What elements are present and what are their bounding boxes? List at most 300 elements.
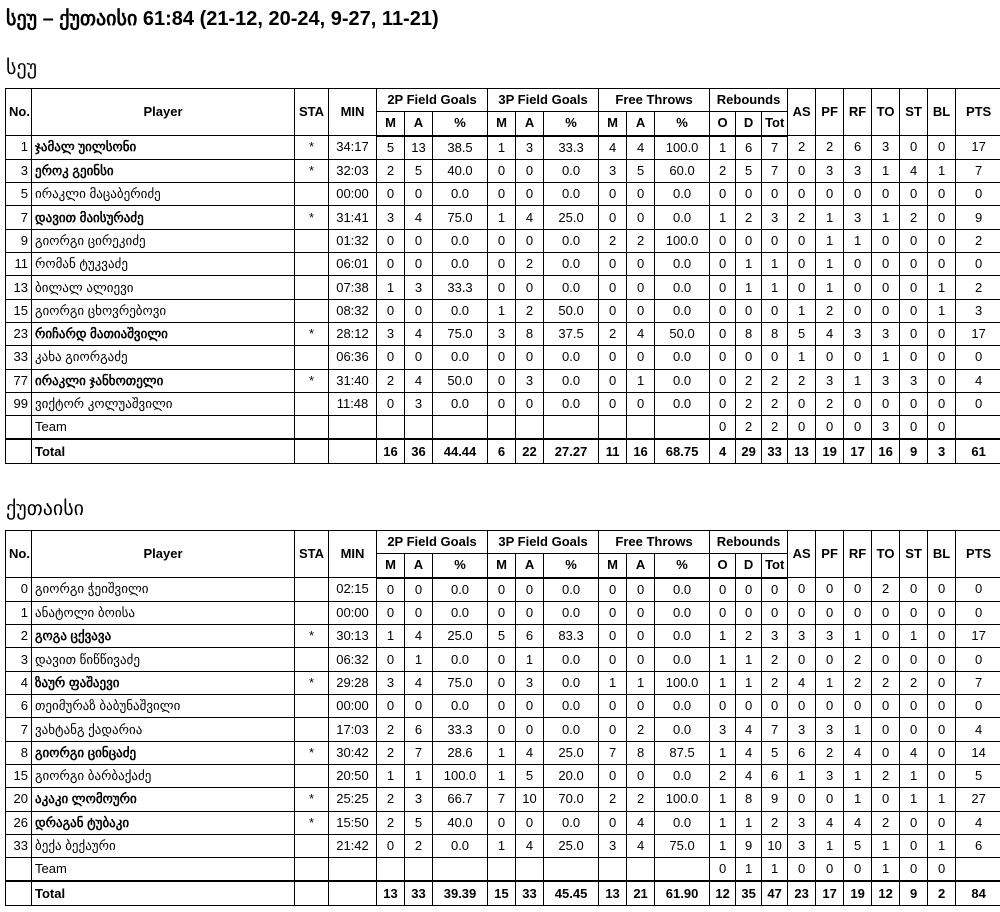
stat-pts bbox=[956, 416, 1000, 440]
team-name-home: სეუ bbox=[6, 57, 38, 79]
stat-p2a: 0 bbox=[405, 346, 433, 369]
total-st: 9 bbox=[900, 881, 928, 905]
stat-p2a bbox=[405, 858, 433, 882]
stat-bl: 0 bbox=[928, 601, 956, 624]
stat-p2p: 75.0 bbox=[433, 206, 488, 229]
stat-p3a: 2 bbox=[516, 253, 544, 276]
total-p2a: 33 bbox=[405, 881, 433, 905]
stat-pf: 3 bbox=[816, 369, 844, 392]
total-st: 9 bbox=[900, 439, 928, 463]
stat-ftm: 2 bbox=[599, 788, 627, 811]
stat-p3m bbox=[488, 416, 516, 440]
stat-as: 0 bbox=[788, 253, 816, 276]
stat-ftm: 3 bbox=[599, 834, 627, 857]
header-free-throws: Free Throws bbox=[599, 531, 710, 554]
starter-mark bbox=[295, 183, 329, 206]
stat-fta: 0 bbox=[627, 392, 655, 415]
stat-ftm: 0 bbox=[599, 601, 627, 624]
stat-to: 0 bbox=[872, 788, 900, 811]
stat-d: 8 bbox=[736, 322, 762, 345]
player-number bbox=[6, 416, 32, 440]
player-number: 13 bbox=[6, 276, 32, 299]
player-row bbox=[6, 718, 1000, 741]
stat-rf: 0 bbox=[844, 695, 872, 718]
total-as: 13 bbox=[788, 439, 816, 463]
stat-p3p: 0.0 bbox=[544, 183, 599, 206]
subheader-attempted: A bbox=[627, 112, 655, 136]
stat-ftm: 2 bbox=[599, 322, 627, 345]
total-p3m: 6 bbox=[488, 439, 516, 463]
header-player: Player bbox=[32, 531, 295, 578]
stat-pts: 2 bbox=[956, 229, 1000, 252]
stat-ftm: 3 bbox=[599, 159, 627, 182]
stat-to: 0 bbox=[872, 718, 900, 741]
stat-bl: 1 bbox=[928, 834, 956, 857]
stat-p3p: 33.3 bbox=[544, 136, 599, 160]
stat-st: 0 bbox=[900, 858, 928, 882]
stat-st: 0 bbox=[900, 416, 928, 440]
stat-as: 0 bbox=[788, 229, 816, 252]
stat-to: 1 bbox=[872, 159, 900, 182]
stat-rf: 1 bbox=[844, 764, 872, 787]
total-o: 12 bbox=[710, 881, 736, 905]
total-p3m: 15 bbox=[488, 881, 516, 905]
player-row bbox=[6, 183, 1000, 206]
stat-p3a: 0 bbox=[516, 718, 544, 741]
minutes: 28:12 bbox=[329, 322, 377, 345]
stat-to: 0 bbox=[872, 601, 900, 624]
stat-p2m: 0 bbox=[377, 834, 405, 857]
stat-rf: 0 bbox=[844, 346, 872, 369]
stat-st: 0 bbox=[900, 229, 928, 252]
stat-pts: 17 bbox=[956, 136, 1000, 160]
total-tot: 47 bbox=[762, 881, 788, 905]
stat-p2p bbox=[433, 416, 488, 440]
stat-p2a: 0 bbox=[405, 299, 433, 322]
stat-ftm: 0 bbox=[599, 253, 627, 276]
stat-tot: 3 bbox=[762, 625, 788, 648]
stat-o: 0 bbox=[710, 369, 736, 392]
stat-ftp: 0.0 bbox=[655, 625, 710, 648]
player-row bbox=[6, 206, 1000, 229]
starter-mark bbox=[295, 253, 329, 276]
stat-to: 0 bbox=[872, 625, 900, 648]
stat-pf: 0 bbox=[816, 601, 844, 624]
stat-fta: 2 bbox=[627, 718, 655, 741]
stat-to: 0 bbox=[872, 229, 900, 252]
stat-d: 0 bbox=[736, 695, 762, 718]
player-name: აკაკი ლომოური bbox=[32, 788, 295, 811]
stat-fta: 0 bbox=[627, 578, 655, 602]
stat-ftp: 0.0 bbox=[655, 346, 710, 369]
stat-p3m: 0 bbox=[488, 253, 516, 276]
stat-o: 1 bbox=[710, 648, 736, 671]
stat-as: 3 bbox=[788, 834, 816, 857]
stat-p3m: 0 bbox=[488, 718, 516, 741]
minutes bbox=[329, 858, 377, 882]
stat-p2p: 100.0 bbox=[433, 764, 488, 787]
total-p2p: 39.39 bbox=[433, 881, 488, 905]
starter-mark bbox=[295, 648, 329, 671]
stat-as: 0 bbox=[788, 601, 816, 624]
stat-o: 1 bbox=[710, 788, 736, 811]
stat-bl: 0 bbox=[928, 136, 956, 160]
stat-p3m: 0 bbox=[488, 671, 516, 694]
stat-to: 0 bbox=[872, 392, 900, 415]
player-number: 1 bbox=[6, 136, 32, 160]
header-st: ST bbox=[900, 89, 928, 136]
stat-st: 0 bbox=[900, 183, 928, 206]
stat-bl: 0 bbox=[928, 392, 956, 415]
starter-mark: * bbox=[295, 625, 329, 648]
stat-p3p: 0.0 bbox=[544, 369, 599, 392]
stat-bl: 0 bbox=[928, 369, 956, 392]
stat-as: 0 bbox=[788, 183, 816, 206]
starter-mark bbox=[295, 299, 329, 322]
header-2p-field-goals: 2P Field Goals bbox=[377, 531, 488, 554]
stat-ftm bbox=[599, 858, 627, 882]
stat-o: 0 bbox=[710, 183, 736, 206]
stat-p3a: 4 bbox=[516, 206, 544, 229]
subheader-attempted: A bbox=[516, 112, 544, 136]
player-row bbox=[6, 322, 1000, 345]
stat-ftp: 100.0 bbox=[655, 788, 710, 811]
stat-p2p: 40.0 bbox=[433, 811, 488, 834]
stat-to: 2 bbox=[872, 764, 900, 787]
stat-rf: 1 bbox=[844, 718, 872, 741]
stat-pf: 3 bbox=[816, 764, 844, 787]
stat-p2a: 0 bbox=[405, 695, 433, 718]
stat-st: 0 bbox=[900, 276, 928, 299]
stat-pf: 1 bbox=[816, 229, 844, 252]
stat-p2m: 0 bbox=[377, 346, 405, 369]
minutes: 30:42 bbox=[329, 741, 377, 764]
stat-p3m: 3 bbox=[488, 322, 516, 345]
total-tot: 33 bbox=[762, 439, 788, 463]
stat-tot: 2 bbox=[762, 416, 788, 440]
stat-o: 2 bbox=[710, 159, 736, 182]
stat-p2m: 3 bbox=[377, 671, 405, 694]
stat-o: 1 bbox=[710, 834, 736, 857]
player-name: გიორგი ცხოვრებოვი bbox=[32, 299, 295, 322]
stat-st: 0 bbox=[900, 299, 928, 322]
stat-d: 0 bbox=[736, 346, 762, 369]
stat-as: 3 bbox=[788, 625, 816, 648]
stat-ftp: 0.0 bbox=[655, 811, 710, 834]
stat-rf: 4 bbox=[844, 811, 872, 834]
stat-ftm: 0 bbox=[599, 764, 627, 787]
stat-pf: 1 bbox=[816, 671, 844, 694]
stat-p2m: 1 bbox=[377, 764, 405, 787]
minutes: 00:00 bbox=[329, 183, 377, 206]
stat-ftp: 0.0 bbox=[655, 648, 710, 671]
stat-fta bbox=[627, 416, 655, 440]
player-row bbox=[6, 625, 1000, 648]
subheader-offensive: O bbox=[710, 112, 736, 136]
stat-o: 0 bbox=[710, 322, 736, 345]
player-number: 99 bbox=[6, 392, 32, 415]
stat-p3a: 6 bbox=[516, 625, 544, 648]
stat-st: 1 bbox=[900, 625, 928, 648]
player-name: თეიმურაზ ბაბუნაშვილი bbox=[32, 695, 295, 718]
player-name: გოგა ცქვავა bbox=[32, 625, 295, 648]
player-row bbox=[6, 578, 1000, 602]
stat-p2m: 2 bbox=[377, 369, 405, 392]
header-free-throws: Free Throws bbox=[599, 89, 710, 112]
stat-d: 0 bbox=[736, 183, 762, 206]
player-name: ვახტანგ ქადარია bbox=[32, 718, 295, 741]
stat-p3m: 1 bbox=[488, 299, 516, 322]
stat-ftp: 100.0 bbox=[655, 671, 710, 694]
subheader-made: M bbox=[599, 554, 627, 578]
stat-fta: 4 bbox=[627, 322, 655, 345]
stat-fta: 0 bbox=[627, 183, 655, 206]
header-min: MIN bbox=[329, 89, 377, 136]
stat-as: 0 bbox=[788, 392, 816, 415]
subheader-total: Tot bbox=[762, 554, 788, 578]
stat-rf: 0 bbox=[844, 392, 872, 415]
stat-p3p: 0.0 bbox=[544, 601, 599, 624]
header-row bbox=[6, 89, 1000, 112]
player-number: 15 bbox=[6, 299, 32, 322]
stat-ftp: 0.0 bbox=[655, 695, 710, 718]
total-row bbox=[6, 439, 1000, 463]
stat-st: 0 bbox=[900, 136, 928, 160]
stat-tot: 9 bbox=[762, 788, 788, 811]
header-3p-field-goals: 3P Field Goals bbox=[488, 89, 599, 112]
stat-p2p: 75.0 bbox=[433, 671, 488, 694]
total-ftm: 13 bbox=[599, 881, 627, 905]
stat-p2a: 6 bbox=[405, 718, 433, 741]
minutes: 06:01 bbox=[329, 253, 377, 276]
player-name: ბილალ ალიევი bbox=[32, 276, 295, 299]
total-pf: 19 bbox=[816, 439, 844, 463]
stat-pts: 2 bbox=[956, 276, 1000, 299]
stat-p2m: 0 bbox=[377, 601, 405, 624]
stat-p3a bbox=[516, 416, 544, 440]
stat-p2p: 0.0 bbox=[433, 601, 488, 624]
stat-d: 2 bbox=[736, 206, 762, 229]
player-row bbox=[6, 764, 1000, 787]
stat-as: 1 bbox=[788, 299, 816, 322]
player-name: ირაკლი მაცაბერიძე bbox=[32, 183, 295, 206]
stat-rf: 0 bbox=[844, 601, 872, 624]
header-player: Player bbox=[32, 89, 295, 136]
header-bl: BL bbox=[928, 531, 956, 578]
stat-p3p: 0.0 bbox=[544, 648, 599, 671]
stat-pts: 0 bbox=[956, 253, 1000, 276]
stat-to: 0 bbox=[872, 695, 900, 718]
stat-o: 1 bbox=[710, 136, 736, 160]
stat-p3m: 1 bbox=[488, 136, 516, 160]
starter-mark bbox=[295, 834, 329, 857]
stat-d: 5 bbox=[736, 159, 762, 182]
player-row bbox=[6, 834, 1000, 857]
stat-pts: 0 bbox=[956, 695, 1000, 718]
total-p2p: 44.44 bbox=[433, 439, 488, 463]
stat-tot: 6 bbox=[762, 764, 788, 787]
stat-pf: 1 bbox=[816, 276, 844, 299]
stat-p2m: 0 bbox=[377, 392, 405, 415]
stat-d: 1 bbox=[736, 671, 762, 694]
stat-bl: 0 bbox=[928, 764, 956, 787]
player-number: 1 bbox=[6, 601, 32, 624]
stat-d: 2 bbox=[736, 625, 762, 648]
player-number: 33 bbox=[6, 346, 32, 369]
stat-ftp: 0.0 bbox=[655, 206, 710, 229]
total-to: 16 bbox=[872, 439, 900, 463]
starter-mark bbox=[295, 346, 329, 369]
stat-as: 2 bbox=[788, 369, 816, 392]
stat-fta: 0 bbox=[627, 764, 655, 787]
stat-p3m: 0 bbox=[488, 183, 516, 206]
stat-p2m: 0 bbox=[377, 648, 405, 671]
player-row bbox=[6, 741, 1000, 764]
stat-ftp: 0.0 bbox=[655, 276, 710, 299]
subheader-attempted: A bbox=[516, 554, 544, 578]
stat-rf: 0 bbox=[844, 416, 872, 440]
header-no: No. bbox=[6, 89, 32, 136]
stat-p3a: 8 bbox=[516, 322, 544, 345]
stat-p2a: 1 bbox=[405, 648, 433, 671]
stat-p2m: 2 bbox=[377, 811, 405, 834]
stat-to: 3 bbox=[872, 322, 900, 345]
team-name-away: ქუთაისი bbox=[6, 498, 85, 520]
stat-p2a: 4 bbox=[405, 369, 433, 392]
stat-p3p: 25.0 bbox=[544, 206, 599, 229]
stat-bl: 0 bbox=[928, 416, 956, 440]
total-row bbox=[6, 881, 1000, 905]
stat-pts: 9 bbox=[956, 206, 1000, 229]
stat-fta: 0 bbox=[627, 648, 655, 671]
stat-st: 0 bbox=[900, 392, 928, 415]
stat-bl: 0 bbox=[928, 718, 956, 741]
stat-pf: 0 bbox=[816, 416, 844, 440]
stat-d: 4 bbox=[736, 741, 762, 764]
starter-mark bbox=[295, 764, 329, 787]
stat-to: 2 bbox=[872, 671, 900, 694]
starter-mark: * bbox=[295, 159, 329, 182]
total-d: 29 bbox=[736, 439, 762, 463]
subheader-defensive: D bbox=[736, 554, 762, 578]
stat-st: 4 bbox=[900, 741, 928, 764]
stat-d: 0 bbox=[736, 299, 762, 322]
stat-d: 1 bbox=[736, 858, 762, 882]
stat-ftp: 0.0 bbox=[655, 253, 710, 276]
stat-p3m: 0 bbox=[488, 276, 516, 299]
stat-pf: 0 bbox=[816, 183, 844, 206]
stat-pf: 4 bbox=[816, 811, 844, 834]
stat-p2a: 3 bbox=[405, 276, 433, 299]
stat-p2p: 0.0 bbox=[433, 648, 488, 671]
stat-p2p: 0.0 bbox=[433, 229, 488, 252]
stat-pf: 0 bbox=[816, 695, 844, 718]
player-name: გიორგი ცირეკიძე bbox=[32, 229, 295, 252]
stat-pf: 0 bbox=[816, 648, 844, 671]
total-d: 35 bbox=[736, 881, 762, 905]
stat-p2a: 0 bbox=[405, 253, 433, 276]
stat-to: 3 bbox=[872, 136, 900, 160]
stat-p3p: 70.0 bbox=[544, 788, 599, 811]
header-pf: PF bbox=[816, 531, 844, 578]
stat-tot: 3 bbox=[762, 206, 788, 229]
stat-as: 0 bbox=[788, 648, 816, 671]
stat-pts: 14 bbox=[956, 741, 1000, 764]
stat-ftp: 0.0 bbox=[655, 299, 710, 322]
starter-mark bbox=[295, 601, 329, 624]
stat-p3m: 0 bbox=[488, 392, 516, 415]
stat-d: 6 bbox=[736, 136, 762, 160]
stat-p2a: 3 bbox=[405, 788, 433, 811]
header-rf: RF bbox=[844, 89, 872, 136]
stat-tot: 1 bbox=[762, 858, 788, 882]
stat-pts: 0 bbox=[956, 601, 1000, 624]
stat-p3m: 1 bbox=[488, 206, 516, 229]
stat-pf: 1 bbox=[816, 834, 844, 857]
stat-ftm: 0 bbox=[599, 206, 627, 229]
player-name: გიორგი ცინცაძე bbox=[32, 741, 295, 764]
stat-to: 3 bbox=[872, 416, 900, 440]
stat-p2p: 0.0 bbox=[433, 346, 488, 369]
minutes: 00:00 bbox=[329, 695, 377, 718]
stat-st: 0 bbox=[900, 578, 928, 602]
stat-tot: 10 bbox=[762, 834, 788, 857]
stat-ftp: 0.0 bbox=[655, 601, 710, 624]
player-row bbox=[6, 392, 1000, 415]
player-number: 11 bbox=[6, 253, 32, 276]
minutes: 15:50 bbox=[329, 811, 377, 834]
stat-p3p: 83.3 bbox=[544, 625, 599, 648]
player-name: დავით მაისურაძე bbox=[32, 206, 295, 229]
stat-d: 1 bbox=[736, 811, 762, 834]
stat-p3m: 0 bbox=[488, 811, 516, 834]
stat-pf: 4 bbox=[816, 322, 844, 345]
total-sta bbox=[295, 881, 329, 905]
total-label: Total bbox=[32, 439, 295, 463]
stat-as: 0 bbox=[788, 578, 816, 602]
stat-tot: 2 bbox=[762, 392, 788, 415]
stat-pf: 3 bbox=[816, 718, 844, 741]
header-pts: PTS bbox=[956, 531, 1000, 578]
stat-p2p: 0.0 bbox=[433, 834, 488, 857]
stat-p3p: 25.0 bbox=[544, 741, 599, 764]
total-ftp: 68.75 bbox=[655, 439, 710, 463]
stat-to: 0 bbox=[872, 183, 900, 206]
header-3p-field-goals: 3P Field Goals bbox=[488, 531, 599, 554]
header-rf: RF bbox=[844, 531, 872, 578]
stat-tot: 0 bbox=[762, 299, 788, 322]
stat-pf: 2 bbox=[816, 299, 844, 322]
stat-to: 0 bbox=[872, 648, 900, 671]
stat-p3a: 0 bbox=[516, 159, 544, 182]
stat-tot: 0 bbox=[762, 695, 788, 718]
player-name: გიორგი ბარბაქაძე bbox=[32, 764, 295, 787]
stat-fta: 0 bbox=[627, 346, 655, 369]
stat-bl: 0 bbox=[928, 183, 956, 206]
minutes: 30:13 bbox=[329, 625, 377, 648]
stat-p3a: 1 bbox=[516, 648, 544, 671]
stat-to: 1 bbox=[872, 206, 900, 229]
stat-p2m bbox=[377, 858, 405, 882]
header-bl: BL bbox=[928, 89, 956, 136]
total-bl: 3 bbox=[928, 439, 956, 463]
stat-as: 0 bbox=[788, 695, 816, 718]
stat-pts: 4 bbox=[956, 718, 1000, 741]
stat-rf: 1 bbox=[844, 788, 872, 811]
minutes: 29:28 bbox=[329, 671, 377, 694]
stat-p3m: 1 bbox=[488, 741, 516, 764]
starter-mark bbox=[295, 416, 329, 440]
